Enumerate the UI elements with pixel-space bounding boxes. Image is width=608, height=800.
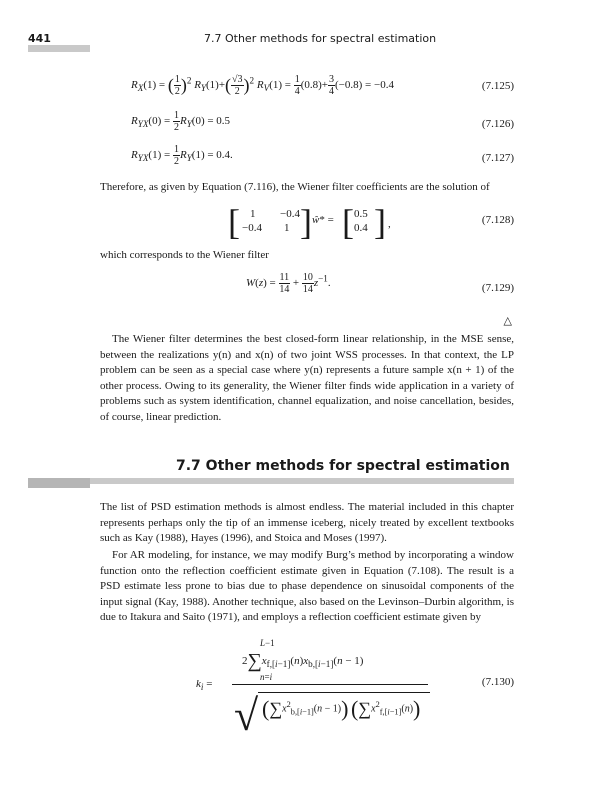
equation-7-126: $R_{YX}(0)$ = $\frac{1}{2}$ $R_Y(0) = 0.5$ <box>131 110 231 133</box>
therefore-text: Therefore, as given by Equation (7.116), the Wiener filter coefficients are the solution of <box>100 181 490 193</box>
section-heading: 7.7 Other methods for spectral estimation <box>176 458 510 474</box>
psd-paragraph: The list of PSD estimation methods is almost endless. The material included in this chapter represents perhaps only the tip of an immense iceberg, nicely treated by excellent textbooks such as Kay (1988), Hayes (1996), and Stoica and Moses (1997). <box>100 501 514 544</box>
end-of-example-icon: △ <box>503 315 512 327</box>
equation-number-7-127: (7.127) <box>481 152 514 164</box>
equation-number-7-130: (7.130) <box>481 676 514 688</box>
equation-7-130: L−1 $2\sum x_{f,[i-1]}(n)x_{b,[i-1]}(n - 1)$ n=i $k_i$ = √ $(\sum x^2_{b,[i-1]}(n - 1))$ $(\sum x^2_{f,[i-1]}(n))$ <box>196 638 436 768</box>
equation-number-7-126: (7.126) <box>481 118 514 130</box>
running-title: 7.7 Other methods for spectral estimation <box>204 32 437 45</box>
equation-number-7-125: (7.125) <box>481 80 514 92</box>
matrix-a21: −0.4 <box>242 222 262 234</box>
matrix-a22: 1 <box>284 222 290 234</box>
section-rule-bar <box>28 478 514 484</box>
tf-num1: 11 <box>279 272 290 283</box>
page-number: 441 <box>28 32 51 45</box>
matrix-a12: −0.4 <box>280 208 300 220</box>
equation-7-127: $R_{YX}(1)$ = $\frac{1}{2}$ $R_Y(1) = 0.4$. <box>131 144 233 167</box>
corresponds-text: which corresponds to the Wiener filter <box>100 249 269 261</box>
wiener-paragraph: The Wiener filter determines the best closed-form linear relationship, in the MSE sense, between the realizations y(n) and x(n) of two joint WSS processes. In that context, the LP problem can be seen as a special case where y(n) represents a future sample x(n + 1) of the other process. Owing to its generality, the Wiener filter finds wide application in a variety of problems such as system identification, channel equalization, and noise cancellation, besides, of course, linear prediction. <box>100 333 514 423</box>
tf-den1: 14 <box>279 284 290 295</box>
section-rule-left-bar <box>28 478 90 488</box>
equation-number-7-128: (7.128) <box>481 214 514 226</box>
equation-number-7-129: (7.129) <box>481 282 514 294</box>
ar-paragraph: For AR modeling, for instance, we may modify Burg’s method by incorporating a window function onto the reflection coefficient estimate given in Equation (7.108). The result is a PSD estimate less prone to bias due to phase dependence on sinusoidal components of the input signal (Kay, 1988). Another technique, also based on the Levinson–Durbin algorithm, is due to Itakura and Saito (1971), and employs a reflection coefficient estimate given by <box>100 549 514 623</box>
vector-b2: 0.4 <box>354 222 368 234</box>
equation-7-125: $R_X(1)$ = ( $\frac{1}{2}$ )$^2$ $R_Y(1)+$( $\frac{√3}{2}$ )$^2$ $R_V(1)$ = $\frac{1}{4}$ (0.8)+ $\frac{3}{4}$ (−0.8) = −0.4 <box>131 74 394 97</box>
tf-den2: 14 <box>302 284 313 295</box>
equation-7-129: W(z) = $\frac{11}{14}$ + $\frac{10}{14}$ $z^{-1}$. <box>246 272 331 295</box>
header-rule-bar <box>28 45 90 52</box>
tf-num2: 10 <box>302 272 313 283</box>
vector-b1: 0.5 <box>354 208 368 220</box>
matrix-a11: 1 <box>250 208 256 220</box>
